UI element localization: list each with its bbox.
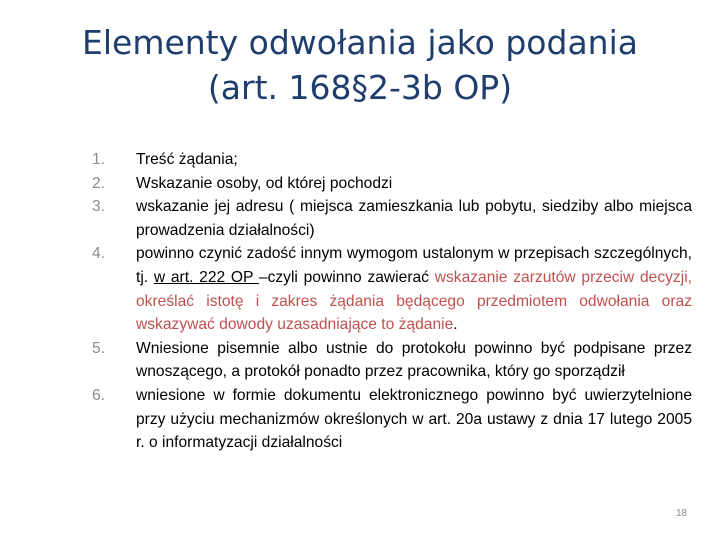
list-item bbox=[92, 148, 692, 172]
list-item-number: 2. bbox=[92, 174, 106, 192]
list-item-text: Wskazanie osoby, od której pochodzi bbox=[136, 174, 393, 192]
highlighted-text: wskazanie zarzutów przeciw decyzji, określać istotę i zakres żądania będącego przedmiotem odwołania oraz wskazywać dowody uzasadniające to żądanie bbox=[136, 268, 692, 334]
list-item-number: 4. bbox=[92, 245, 106, 263]
list-item-number: 6. bbox=[92, 386, 106, 404]
list-item bbox=[92, 195, 692, 242]
list-item-text: powinno czynić zadość innym wymogom ustalonym w przepisach szczególnych, tj. bbox=[136, 245, 692, 286]
list-item bbox=[92, 337, 692, 384]
title-line-1: Elementy odwołania jako podania bbox=[82, 23, 638, 62]
requirements-list bbox=[92, 148, 692, 455]
slide-title bbox=[0, 20, 720, 110]
list-item-number: 3. bbox=[92, 198, 106, 216]
list-item bbox=[92, 384, 692, 455]
page-number: 18 bbox=[676, 508, 688, 519]
list-item-text: wskazanie jej adresu ( miejsca zamieszkania lub pobytu, siedziby albo miejsca prowadzenia działalności) bbox=[136, 198, 692, 239]
legal-reference-link[interactable]: w art. 222 OP bbox=[153, 268, 259, 286]
list-item bbox=[92, 172, 692, 196]
list-item-number: 5. bbox=[92, 339, 106, 357]
list-item-text: wniesione w formie dokumentu elektronicznego powinno być uwierzytelnione przy użyciu mechanizmów określonych w art. 20a ustawy z dnia 17 lutego 2005 r. o informatyzacji działalności bbox=[136, 386, 692, 452]
list-item-text: Wniesione pisemnie albo ustnie do protokołu powinno być podpisane przez wnoszącego, a protokół ponadto przez pracownika, który go sporządził bbox=[136, 339, 692, 381]
list-item-text: Treść żądania; bbox=[136, 151, 238, 168]
list-item-text: . bbox=[453, 316, 458, 334]
list-item bbox=[92, 242, 692, 336]
list-item-text: –czyli powinno zawierać bbox=[258, 268, 435, 286]
title-line-2: (art. 168§2-3b OP) bbox=[207, 68, 513, 107]
list-item-number: 1. bbox=[92, 151, 106, 168]
